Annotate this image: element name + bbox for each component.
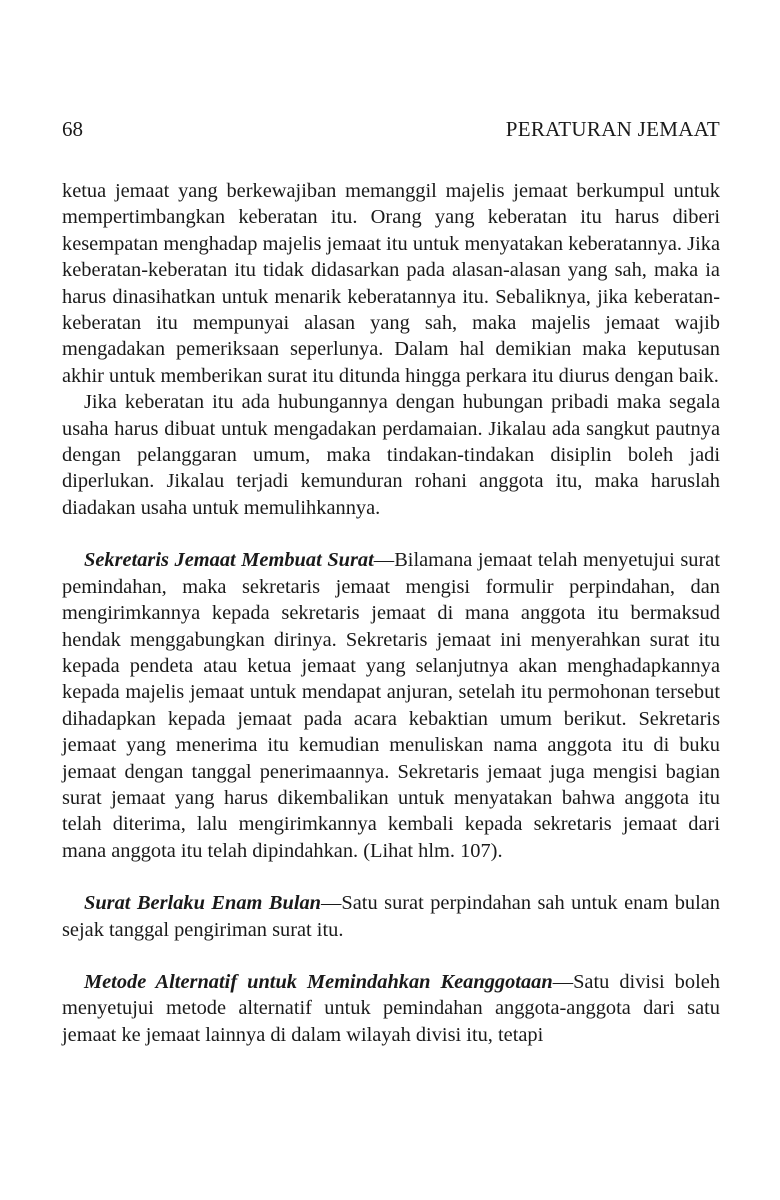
section-heading: Sekretaris Jemaat Membuat Surat [84, 549, 374, 572]
page-number: 68 [62, 117, 83, 141]
section-alternative-method [62, 969, 720, 1048]
section-body: —Satu divisi boleh menyetujui metode alternatif untuk pemindahan anggota-anggota dari satu jemaat ke jemaat lainnya di dalam wilayah divisi itu, tetapi [62, 970, 720, 1046]
section-secretary-letter [62, 547, 720, 864]
body-text [62, 178, 720, 1048]
section-heading: Surat Berlaku Enam Bulan [84, 892, 322, 915]
running-header [62, 115, 720, 143]
paragraph-continuation: ketua jemaat yang berkewajiban memanggil majelis jemaat berkumpul untuk mempertimbangkan keberatan itu. Orang yang keberatan itu harus diberi kesempatan menghadap majelis jemaat itu untuk menyatakan keberatannya. Jika keberatan-keberatan itu tidak didasarkan pada alasan-alasan yang sah, maka ia harus dinasihatkan untuk menarik keberatannya itu. Sebaliknya, jika keberatan-keberatan itu mempunyai alasan yang sah, maka majelis jemaat wajib mengadakan pemeriksaan seperlunya. Dalam hal demikian maka keputusan akhir untuk memberikan surat itu ditunda hingga perkara itu diurus dengan baik. [62, 180, 720, 387]
section-body: —Bilamana jemaat telah menyetujui surat pemindahan, maka sekretaris jemaat mengisi formulir perpindahan, dan mengirimkannya kepada sekretaris jemaat di mana anggota itu bermaksud hendak menggabungkan dirinya. Sekretaris jemaat ini menyerahkan surat itu kepada pendeta atau ketua jemaat yang selanjutnya akan menghadapkannya kepada majelis jemaat untuk mendapat anjuran, setelah itu permohonan tersebut dihadapkan kepada jemaat pada acara kebaktian umum berikut. Sekretaris jemaat yang menerima itu kemudian menuliskan nama anggota itu di buku jemaat dengan tanggal penerimaannya. Sekretaris jemaat juga mengisi bagian surat jemaat yang harus dikembalikan untuk menyatakan bahwa anggota itu telah diterima, lalu mengirimkannya kembali kepada sekretaris jemaat dari mana anggota itu telah dipindahkan. (Lihat hlm. 107). [62, 549, 720, 862]
section-letter-validity [62, 890, 720, 943]
section-heading: Metode Alternatif untuk Memindahkan Keanggotaan [84, 970, 553, 993]
running-title: PERATURAN JEMAAT [505, 117, 720, 141]
paragraph-reconciliation: Jika keberatan itu ada hubungannya dengan hubungan pribadi maka segala usaha harus dibuat untuk mengadakan perdamaian. Jikalau ada sangkut pautnya dengan pelanggaran umum, maka tindakan-tindakan disiplin boleh jadi diperlukan. Jikalau terjadi kemunduran rohani anggota itu, maka haruslah diadakan usaha untuk memulihkannya. [62, 391, 720, 519]
section-body: —Satu surat perpindahan sah untuk enam bulan sejak tanggal pengiriman surat itu. [62, 892, 720, 941]
